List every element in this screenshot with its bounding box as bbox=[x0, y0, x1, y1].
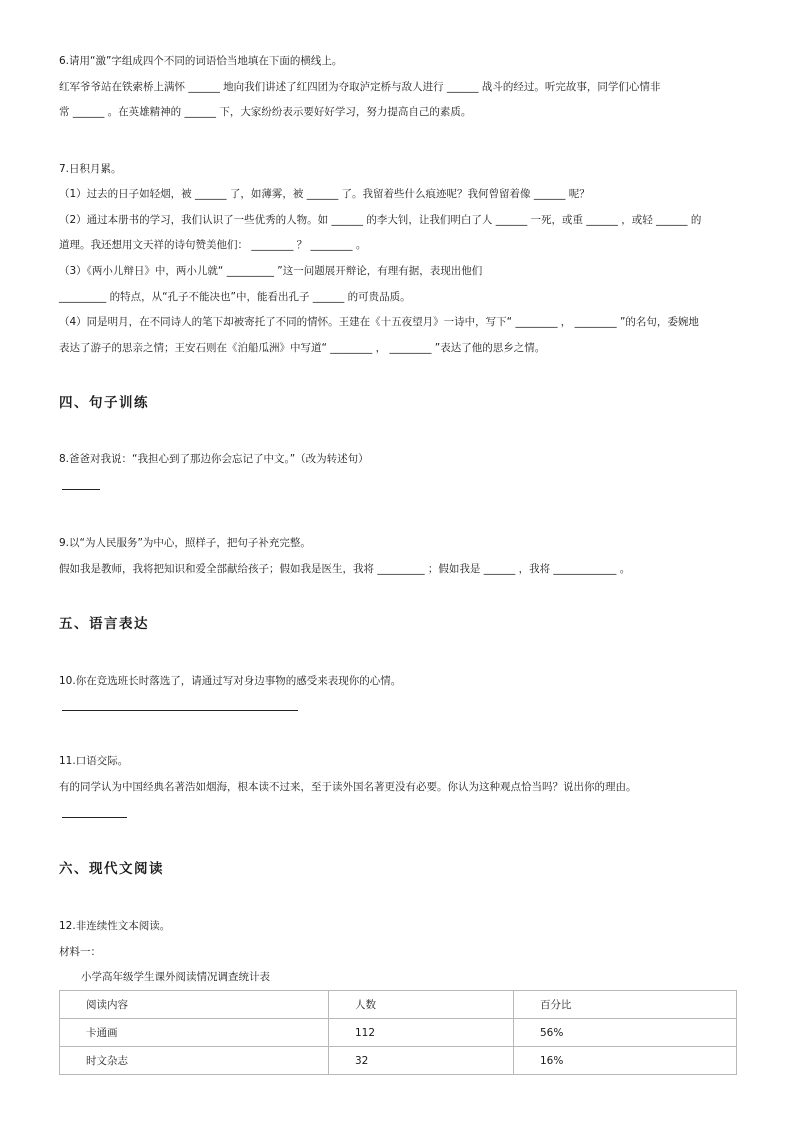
q6-title: 6.请用“激”字组成四个不同的词语恰当地填在下面的横线上。 bbox=[59, 55, 343, 67]
table-header-cell: 百分比 bbox=[514, 991, 737, 1019]
table-cell: 56% bbox=[514, 1019, 737, 1047]
q7-item-2-line-2: 道理。我还想用文天祥的诗句赞美他们： ________ ？ ________ 。 bbox=[59, 239, 367, 251]
q11-line-1: 有的同学认为中国经典名著浩如烟海，根本读不过来，至于读外国名著更没有必要。你认为这种观点恰当吗？说出你的理由。 bbox=[59, 781, 637, 793]
q12-title: 12.非连续性文本阅读。 bbox=[59, 920, 171, 932]
q8-title: 8.爸爸对我说：“我担心到了那边你会忘记了中文。”（改为转述句） bbox=[59, 453, 369, 465]
q7-title: 7.日积月累。 bbox=[59, 163, 122, 175]
q6-line-1: 红军爷爷站在铁索桥上满怀 ______ 地向我们讲述了红四团为夺取泸定桥与敌人进行 ______ 战斗的经过。听完故事，同学们心情非 bbox=[59, 81, 661, 93]
table-cell: 16% bbox=[514, 1047, 737, 1075]
table-cell: 卡通画 bbox=[60, 1019, 329, 1047]
q7-item-3-line-2: _________ 的特点，从“孔子不能决也”中，能看出孔子 ______ 的可贵品质。 bbox=[59, 291, 411, 303]
section-5-heading: 五、语言表达 bbox=[59, 616, 149, 632]
table-header-row bbox=[60, 991, 737, 1019]
q9-title: 9.以“为人民服务”为中心，照样子，把句子补充完整。 bbox=[59, 537, 311, 549]
section-6-heading: 六、现代文阅读 bbox=[59, 861, 164, 877]
section-4-heading: 四、句子训练 bbox=[59, 395, 149, 411]
q8-answer-line bbox=[62, 489, 100, 490]
q7-item-4-line-1: （4）同是明月，在不同诗人的笔下却被寄托了不同的情怀。王建在《十五夜望月》一诗中，写下“ ________ ， ________ ”的名句，委婉地 bbox=[59, 316, 699, 328]
q11-answer-line bbox=[62, 817, 127, 818]
table-row bbox=[60, 1019, 737, 1047]
table-header-cell: 阅读内容 bbox=[60, 991, 329, 1019]
table-caption: 小学高年级学生课外阅读情况调查统计表 bbox=[81, 971, 270, 983]
reading-survey-table bbox=[59, 990, 737, 1075]
q6-line-2: 常 ______ 。在英雄精神的 ______ 下，大家纷纷表示要好好学习，努力提高自己的素质。 bbox=[59, 106, 472, 118]
q12-material-label: 材料一： bbox=[59, 946, 101, 958]
table-header-cell: 人数 bbox=[329, 991, 514, 1019]
table-cell: 32 bbox=[329, 1047, 514, 1075]
q11-title: 11.口语交际。 bbox=[59, 755, 129, 767]
q7-item-4-line-2: 表达了游子的思亲之情；王安石则在《泊船瓜洲》中写道“ ________ ， ________ ”表达了他的思乡之情。 bbox=[59, 342, 546, 354]
q10-answer-line bbox=[62, 710, 298, 711]
q9-line-1: 假如我是教师，我将把知识和爱全部献给孩子；假如我是医生，我将 _________ ；假如我是 ______ ，我将 ____________ 。 bbox=[59, 563, 631, 575]
q7-item-1: （1）过去的日子如轻烟，被 ______ 了，如薄雾，被 ______ 了。我留着些什么痕迹呢？我何曾留着像 ______ 呢？ bbox=[59, 188, 590, 200]
q7-item-2-line-1: （2）通过本册书的学习，我们认识了一些优秀的人物。如 ______ 的李大钊，让我们明白了人 ______ 一死，或重 ______ ，或轻 ______ 的 bbox=[59, 214, 702, 226]
q10-title: 10.你在竞选班长时落选了，请通过写对身边事物的感受来表现你的心情。 bbox=[59, 675, 402, 687]
table-cell: 时文杂志 bbox=[60, 1047, 329, 1075]
table-cell: 112 bbox=[329, 1019, 514, 1047]
table-row bbox=[60, 1047, 737, 1075]
q7-item-3-line-1: （3）《两小儿辩日》中，两小儿就“ _________ ”这一问题展开辩论，有理有据，表现出他们 bbox=[59, 265, 483, 277]
